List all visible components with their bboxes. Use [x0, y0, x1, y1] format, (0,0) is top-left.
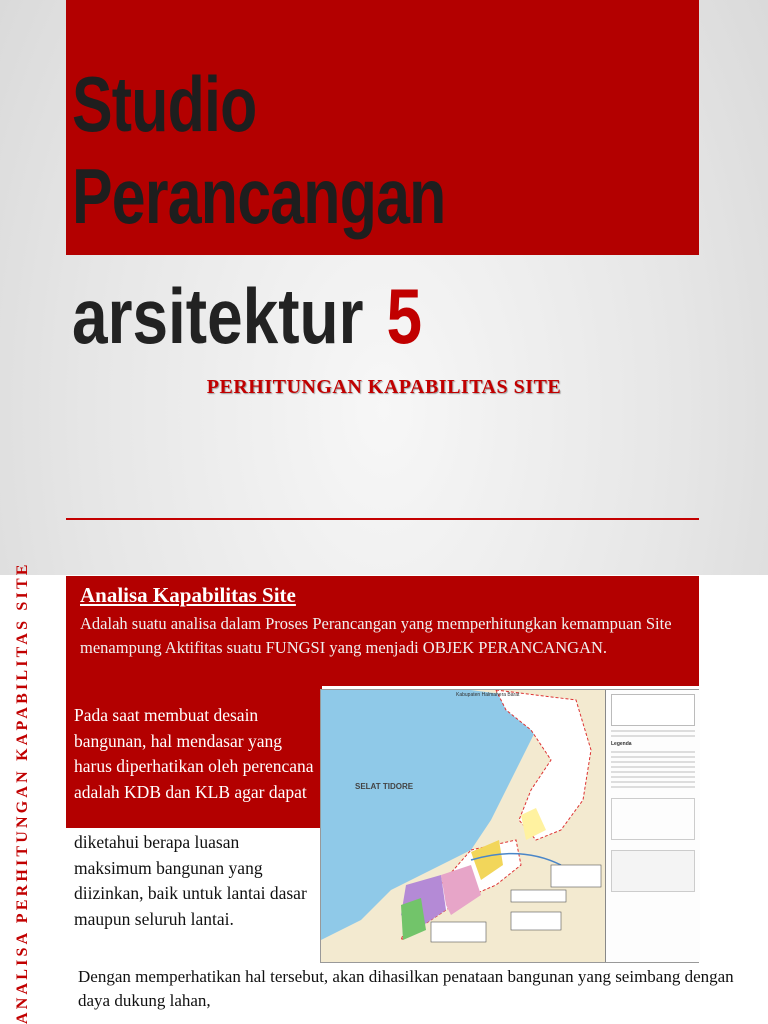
legend-line	[611, 735, 695, 737]
map-legend	[605, 690, 700, 962]
slide-subtitle: PERHITUNGAN KAPABILITAS SITE	[206, 376, 562, 398]
legend-line	[611, 771, 695, 773]
title-divider	[66, 518, 699, 520]
paragraph-highlight: Pada saat membuat desain bangunan, hal mendasar yang harus diperhatikan oleh perencana adalah KDB dan KLB agar dapat	[74, 705, 314, 802]
title-word-arsitektur: arsitektur	[72, 272, 364, 360]
legend-info-box	[611, 798, 695, 840]
title-line-arsitektur	[72, 270, 422, 362]
legend-line	[611, 751, 695, 753]
side-label: ANALISA PERHITUNGAN KAPABILITAS SITE	[14, 561, 31, 1024]
title-number: 5	[386, 272, 423, 360]
legend-line	[611, 730, 695, 732]
site-map-image	[320, 689, 699, 963]
map-sea-label: SELAT TIDORE	[355, 782, 414, 791]
legend-line	[611, 776, 695, 778]
slide-title	[72, 58, 446, 242]
content-slide	[0, 561, 768, 1024]
legend-title: Legenda	[611, 741, 632, 747]
legend-line	[611, 756, 695, 758]
section-description: Adalah suatu analisa dalam Proses Perancangan yang memperhitungkan kemampuan Site menampung Aktifitas suatu FUNGSI yang menjadi OBJEK PERANCANGAN.	[80, 614, 672, 657]
paragraph-continuation: diketahui berapa luasan maksimum bangunan yang diizinkan, baik untuk lantai dasar maupun seluruh lantai.	[74, 832, 307, 929]
map-drawing	[321, 690, 605, 962]
legend-header	[611, 694, 695, 726]
legend-inset-map	[611, 850, 695, 892]
legend-line	[611, 781, 695, 783]
section-title: Analisa Kapabilitas Site	[80, 583, 296, 607]
title-line-studio: Studio	[72, 60, 257, 148]
legend-line	[611, 786, 695, 788]
bottom-paragraph: Dengan memperhatikan hal tersebut, akan dihasilkan penataan bangunan yang seimbang dengan daya dukung lahan,	[78, 967, 734, 1010]
map-top-label: Kabupaten Halmahera Barat	[456, 692, 520, 698]
title-line-perancangan: Perancangan	[72, 152, 446, 240]
legend-line	[611, 766, 695, 768]
legend-line	[611, 761, 695, 763]
